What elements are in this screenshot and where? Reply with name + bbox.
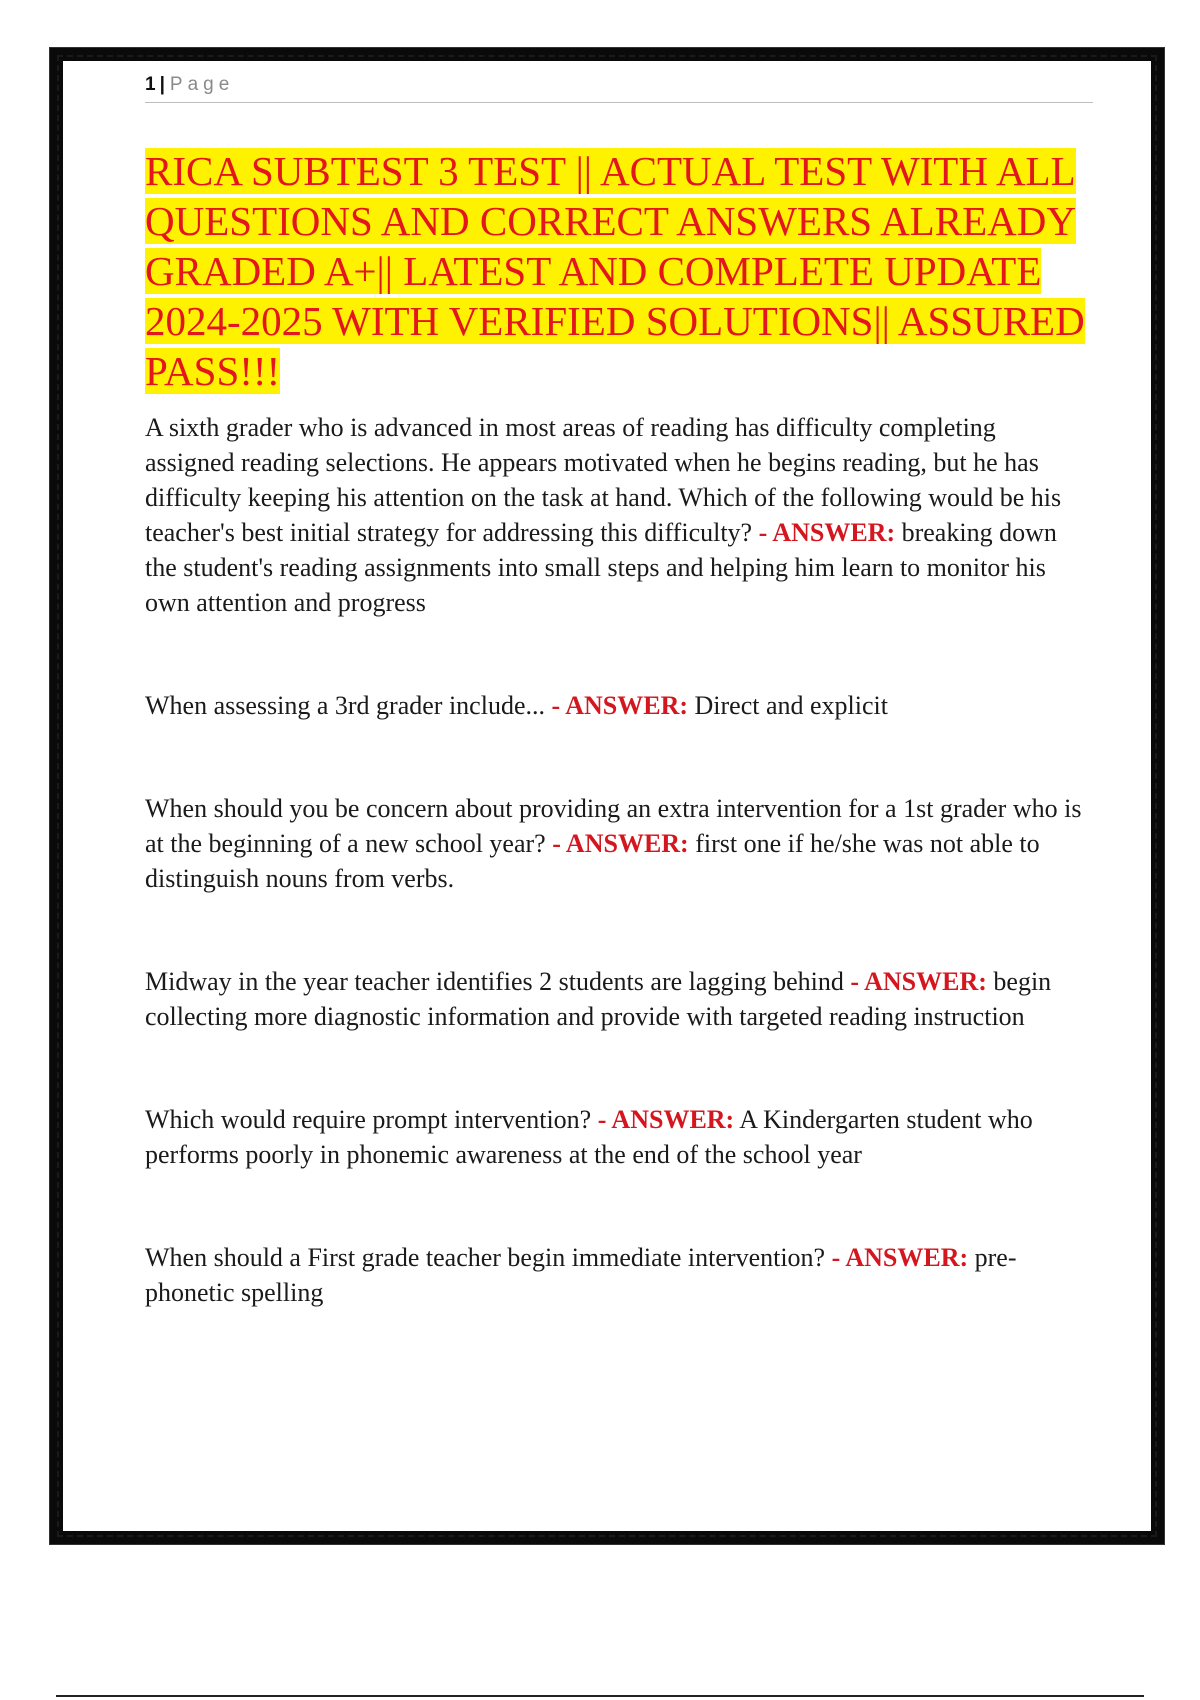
question-text: When assessing a 3rd grader include... [145, 691, 545, 720]
page-separator: | [159, 74, 165, 95]
qa-item [145, 1240, 1090, 1310]
document-title-text: RICA SUBTEST 3 TEST || ACTUAL TEST WITH ALL QUESTIONS AND CORRECT ANSWERS ALREADY GRADED A+|| LATEST AND COMPLETE UPDATE 2024-2025 WITH VERIFIED SOLUTIONS|| ASSURED PASS!!! [145, 148, 1085, 394]
page-header [145, 72, 1093, 103]
question-text: Midway in the year teacher identifies 2 students are lagging behind [145, 967, 844, 996]
answer-text: begin collecting more diagnostic information and provide with targeted reading instruction [145, 967, 1052, 1031]
answer-marker: - ANSWER: [850, 967, 987, 996]
question-text: A sixth grader who is advanced in most areas of reading has difficulty completing assigned reading selections. He appears motivated when he begins reading, but he has difficulty keeping his attention on the task at hand. Which of the following would be his teacher's best initial strategy for addressing this difficulty? [145, 413, 1062, 547]
answer-marker: - ANSWER: [831, 1243, 969, 1272]
answer-text: breaking down the student's reading assignments into small steps and helping him learn to monitor his own attention and progress [145, 518, 1057, 617]
answer-text: A Kindergarten student who performs poorly in phonemic awareness at the end of the school year [145, 1105, 1033, 1169]
qa-item [145, 688, 1090, 723]
answer-marker: - ANSWER: [758, 518, 896, 547]
question-text: Which would require prompt intervention? [145, 1105, 592, 1134]
qa-list [145, 410, 1090, 1310]
question-text: When should you be concern about providing an extra intervention for a 1st grader who is at the beginning of a new school year? [145, 794, 1082, 858]
answer-text: pre-phonetic spelling [145, 1243, 1017, 1307]
page-label: Page [169, 74, 235, 95]
page-number: 1 [145, 74, 156, 95]
qa-item [145, 1102, 1090, 1172]
qa-item [145, 410, 1090, 620]
answer-marker: - ANSWER: [552, 829, 689, 858]
question-text: When should a First grade teacher begin immediate intervention? [145, 1243, 826, 1272]
document-title [145, 146, 1095, 396]
answer-text: first one if he/she was not able to distinguish nouns from verbs. [145, 829, 1040, 893]
answer-text: Direct and explicit [694, 691, 888, 720]
answer-marker: - ANSWER: [597, 1105, 735, 1134]
qa-item [145, 791, 1090, 896]
answer-marker: - ANSWER: [551, 691, 688, 720]
qa-item [145, 964, 1090, 1034]
bottom-rule [56, 1695, 1144, 1697]
